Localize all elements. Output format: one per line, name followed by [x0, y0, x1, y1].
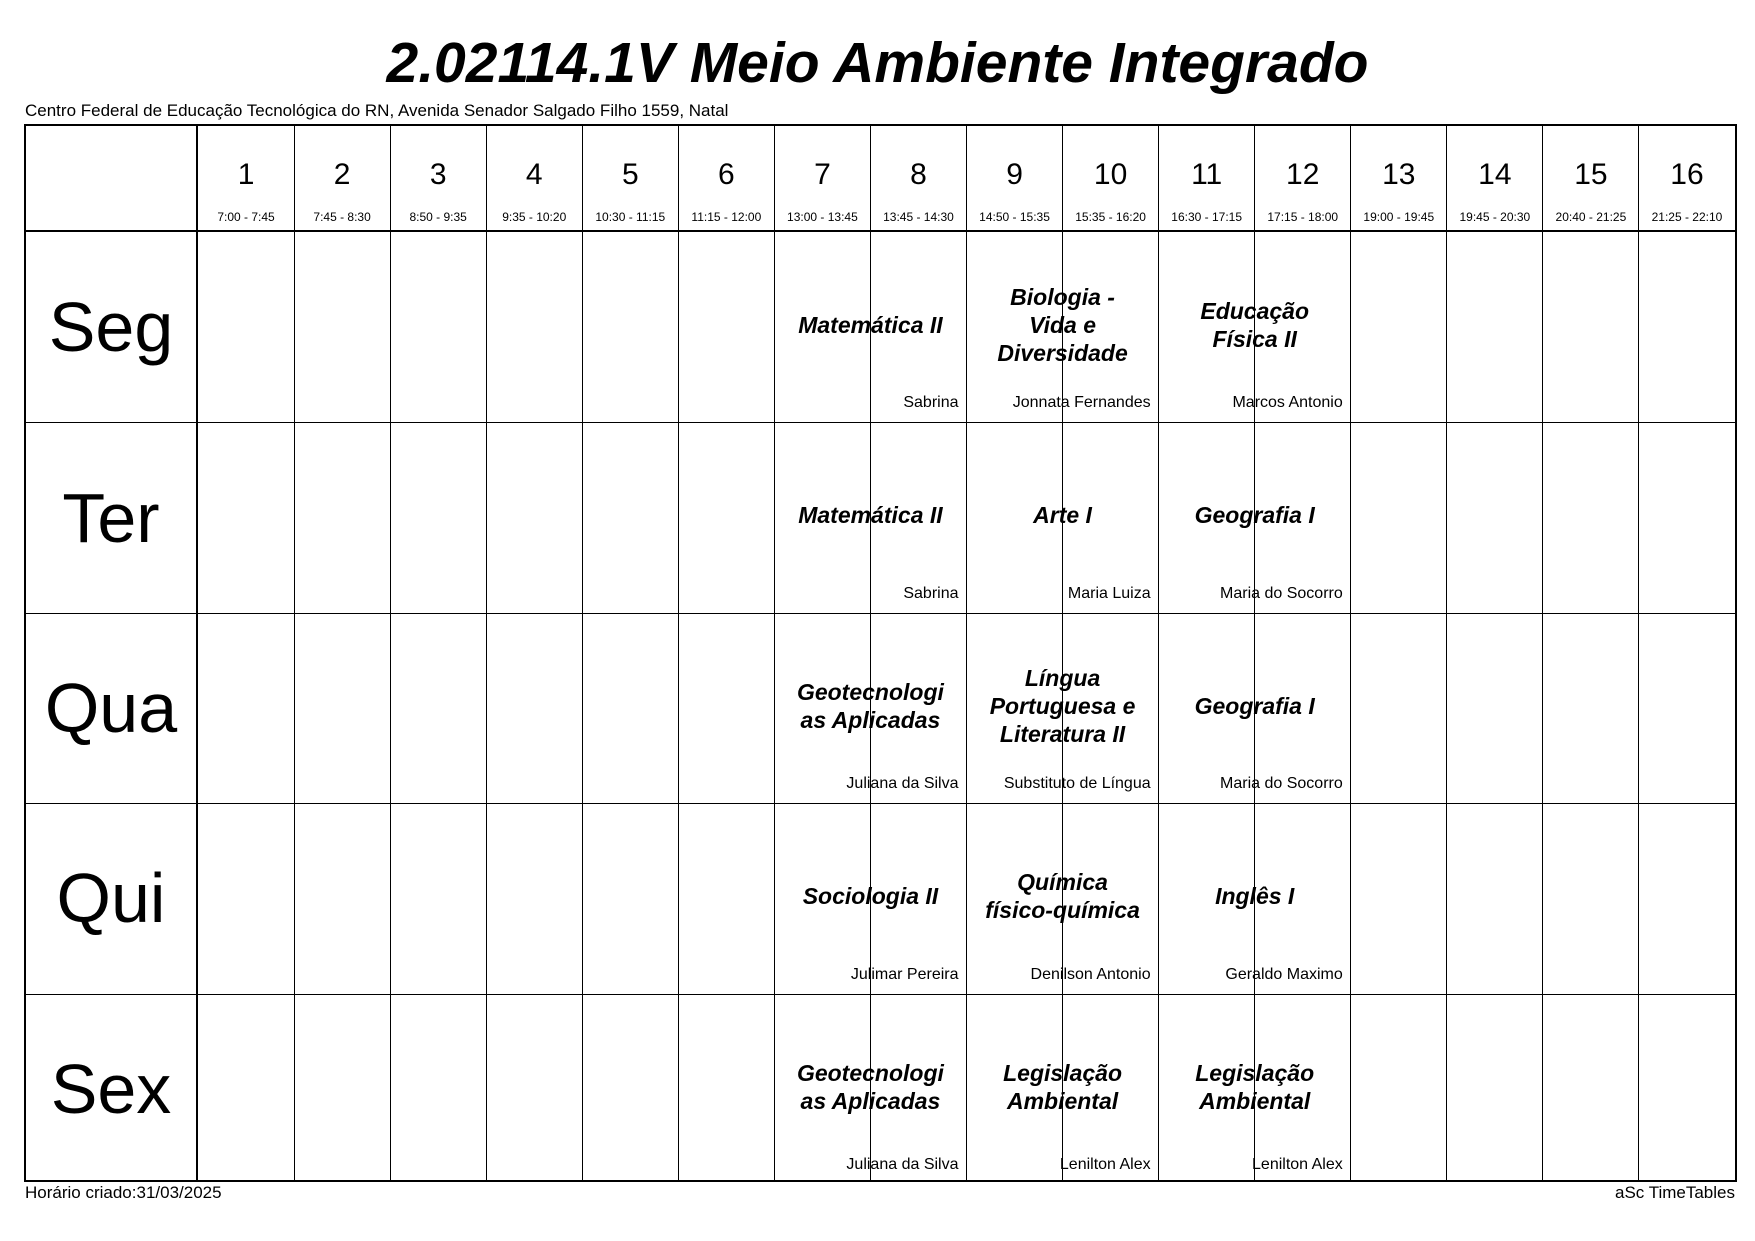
lesson-subject-line: Biologia -: [1010, 284, 1115, 310]
period-time: 7:00 - 7:45: [217, 210, 275, 224]
period-header: [1159, 126, 1255, 230]
period-time: 7:45 - 8:30: [313, 210, 371, 224]
column-divider: [582, 126, 583, 1180]
lesson-subject-line: Língua: [1024, 664, 1101, 691]
period-number: 5: [621, 158, 639, 191]
lesson-subject-line: as Aplicadas: [800, 706, 941, 733]
lesson-teacher: Julimar Pereira: [850, 965, 959, 983]
lesson-subject-line: Arte I: [1033, 502, 1092, 529]
period-number: 11: [1191, 158, 1223, 191]
period-header: [774, 126, 870, 230]
lesson-teacher: Juliana da Silva: [846, 1155, 959, 1173]
period-number: 3: [429, 158, 447, 191]
period-number: 1: [237, 158, 255, 191]
lesson-cell[interactable]: [1159, 803, 1351, 993]
lesson-subject: [778, 882, 962, 910]
period-header: [1447, 126, 1543, 230]
lesson-teacher: Sabrina: [903, 394, 959, 412]
lesson-cell[interactable]: [967, 422, 1159, 612]
period-time: 13:00 - 13:45: [787, 210, 858, 224]
lesson-subject: [971, 501, 1155, 529]
lesson-subject: [971, 283, 1155, 367]
period-number: 9: [1006, 158, 1023, 191]
period-header: [870, 126, 966, 230]
period-time: 15:35 - 16:20: [1075, 210, 1146, 224]
period-time: 8:50 - 9:35: [409, 210, 467, 224]
period-number: 10: [1093, 158, 1128, 191]
period-number: 2: [333, 158, 351, 191]
period-header: [1255, 126, 1351, 230]
lesson-subject-line: Literatura II: [999, 720, 1126, 747]
period-number: 14: [1478, 158, 1512, 191]
period-header: [678, 126, 774, 230]
period-header: [198, 126, 294, 230]
period-header: [582, 126, 678, 230]
period-time: 21:25 - 22:10: [1651, 210, 1723, 224]
lesson-subject: [971, 868, 1155, 924]
lesson-subject: [778, 311, 962, 339]
lesson-subject: [778, 1059, 962, 1115]
page-title: 2.02114.1V Meio Ambiente Integrado: [386, 31, 1369, 95]
period-header: [1063, 126, 1159, 230]
lesson-cell[interactable]: [1159, 994, 1351, 1184]
lesson-teacher: Maria do Socorro: [1220, 775, 1343, 793]
period-time: 11:15 - 12:00: [691, 210, 762, 224]
lesson-subject-line: Sociologia II: [802, 883, 939, 910]
period-header: [486, 126, 582, 230]
column-divider: [1638, 126, 1639, 1180]
period-number: 12: [1286, 158, 1320, 191]
lesson-teacher: Maria Luiza: [1067, 584, 1151, 602]
lesson-cell[interactable]: [967, 232, 1159, 422]
day-column-divider: [196, 126, 198, 1180]
lesson-subject: [778, 678, 962, 734]
period-header: [294, 126, 390, 230]
lesson-subject-line: Ambiental: [1199, 1087, 1311, 1114]
period-header: [1639, 126, 1735, 230]
lesson-subject: [778, 501, 962, 529]
lesson-subject-line: Inglês I: [1215, 883, 1295, 910]
period-number: 15: [1574, 158, 1608, 191]
period-time: 17:15 - 18:00: [1267, 210, 1339, 224]
period-header: [390, 126, 486, 230]
column-divider: [390, 126, 391, 1180]
lesson-cell[interactable]: [1159, 232, 1351, 422]
lesson-cell[interactable]: [774, 422, 966, 612]
lesson-subject-line: Matemática II: [798, 502, 943, 529]
period-number: 4: [525, 158, 543, 191]
period-number: 13: [1382, 158, 1416, 191]
lesson-subject-line: Geotecnologi: [796, 678, 944, 705]
lesson-subject-line: Educação: [1200, 298, 1310, 324]
lesson-cell[interactable]: [774, 613, 966, 803]
period-time: 20:40 - 21:25: [1555, 210, 1627, 224]
lesson-teacher: Geraldo Maximo: [1225, 965, 1343, 983]
lesson-subject-line: Geografia I: [1194, 502, 1315, 529]
period-time: 19:45 - 20:30: [1459, 210, 1531, 224]
lesson-teacher: Lenilton Alex: [1252, 1155, 1343, 1173]
timetable-grid: [24, 124, 1737, 1182]
lesson-cell[interactable]: [967, 994, 1159, 1184]
day-label: Seg: [48, 288, 174, 367]
lesson-cell[interactable]: [967, 803, 1159, 993]
lesson-teacher: Jonnata Fernandes: [1012, 394, 1151, 412]
lesson-cell[interactable]: [1159, 422, 1351, 612]
period-number: 8: [910, 158, 927, 191]
lesson-subject-line: Geografia I: [1194, 692, 1315, 719]
lesson-teacher: Marcos Antonio: [1232, 394, 1343, 412]
lesson-cell[interactable]: [967, 613, 1159, 803]
column-divider: [1446, 126, 1447, 1180]
school-address: Centro Federal de Educação Tecnológica do RN, Avenida Senador Salgado Filho 1559, Natal: [25, 101, 729, 120]
period-time: 13:45 - 14:30: [883, 210, 954, 224]
lesson-subject-line: Portuguesa e: [989, 692, 1136, 719]
lesson-teacher: Lenilton Alex: [1059, 1155, 1151, 1173]
period-time: 19:00 - 19:45: [1363, 210, 1435, 224]
lesson-subject: [1163, 297, 1347, 353]
period-time: 16:30 - 17:15: [1171, 210, 1243, 224]
period-header: [967, 126, 1063, 230]
lesson-subject: [971, 1059, 1155, 1115]
column-divider: [294, 126, 295, 1180]
period-time: 9:35 - 10:20: [502, 210, 567, 224]
period-header: [1351, 126, 1447, 230]
column-divider: [678, 126, 679, 1180]
created-date: Horário criado:31/03/2025: [25, 1183, 222, 1202]
period-time: 10:30 - 11:15: [595, 210, 666, 224]
lesson-cell[interactable]: [774, 232, 966, 422]
period-number: 7: [814, 158, 831, 191]
day-label: Sex: [50, 1049, 172, 1128]
lesson-subject: [1163, 692, 1347, 720]
lesson-subject-line: físico-química: [985, 897, 1140, 924]
lesson-teacher: Juliana da Silva: [846, 775, 959, 793]
day-label: Qua: [44, 669, 178, 747]
column-divider: [1542, 126, 1543, 1180]
period-number: 6: [718, 158, 735, 191]
lesson-teacher: Sabrina: [903, 584, 959, 602]
lesson-cell[interactable]: [1159, 613, 1351, 803]
period-time: 14:50 - 15:35: [979, 210, 1050, 224]
lesson-subject: [1163, 501, 1347, 529]
lesson-subject-line: Física II: [1212, 326, 1297, 352]
lesson-subject-line: Química: [1017, 869, 1108, 896]
lesson-subject-line: Vida e: [1029, 312, 1097, 338]
column-divider: [486, 126, 487, 1180]
period-header: [1543, 126, 1639, 230]
lesson-teacher: Denilson Antonio: [1030, 965, 1151, 983]
lesson-subject: [1163, 882, 1347, 910]
lesson-subject-line: Ambiental: [1006, 1087, 1119, 1114]
lesson-cell[interactable]: [774, 803, 966, 993]
period-number: 16: [1670, 158, 1704, 191]
lesson-subject: [971, 664, 1155, 748]
brand-label: aSc TimeTables: [1615, 1183, 1735, 1202]
lesson-cell[interactable]: [774, 994, 966, 1184]
lesson-teacher: Substituto de Língua: [1003, 775, 1151, 793]
lesson-teacher: Maria do Socorro: [1220, 584, 1343, 602]
lesson-subject-line: Diversidade: [997, 340, 1128, 366]
lesson-subject-line: Legislação: [1003, 1059, 1122, 1086]
day-label: Ter: [62, 478, 160, 557]
lesson-subject-line: Matemática II: [798, 312, 943, 338]
lesson-subject-line: Legislação: [1195, 1059, 1315, 1086]
lesson-subject-line: Geotecnologi: [796, 1059, 944, 1086]
lesson-subject-line: as Aplicadas: [800, 1087, 941, 1114]
day-label: Qui: [56, 859, 166, 938]
lesson-subject: [1163, 1059, 1347, 1115]
